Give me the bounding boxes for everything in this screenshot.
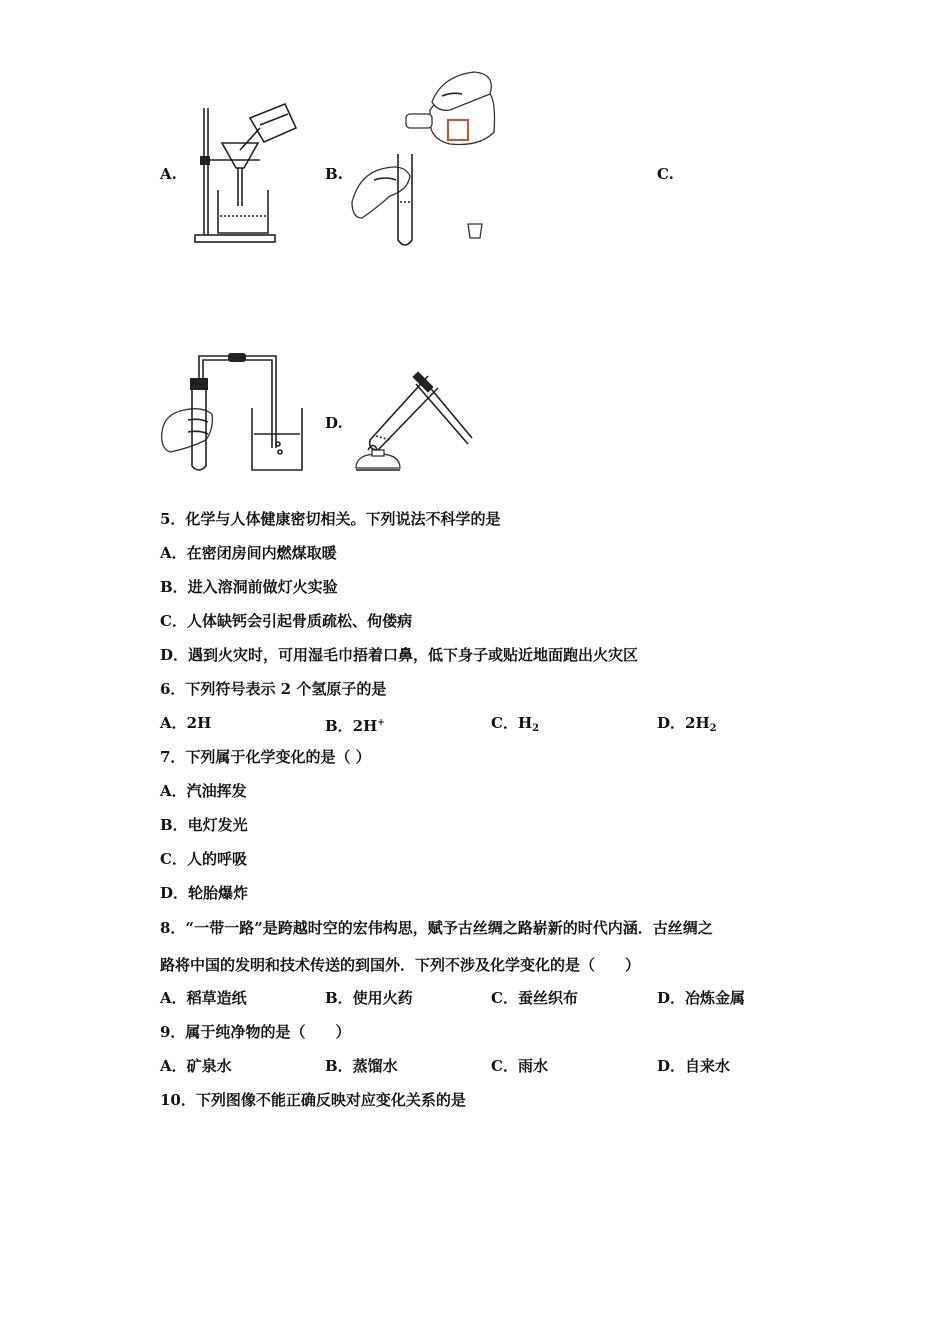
q6-option-c-text: C．H xyxy=(491,714,533,732)
airtightness-check-figure xyxy=(160,348,310,474)
q6-option-b-superscript: + xyxy=(377,718,385,728)
q9-option-c: C．雨水 xyxy=(491,1057,548,1075)
q6-option-c-subscript: 2 xyxy=(532,723,540,734)
q9-option-d: D．自来水 xyxy=(657,1057,731,1075)
heating-liquid-figure xyxy=(352,370,477,478)
filtration-apparatus-figure xyxy=(190,98,305,248)
q7-option-d: D．轮胎爆炸 xyxy=(160,884,249,902)
q6-option-b xyxy=(325,713,385,736)
option-d-label: D. xyxy=(325,414,343,432)
q7-option-b: B．电灯发光 xyxy=(160,816,248,834)
option-b-label: B. xyxy=(325,165,343,183)
q6-option-a: A．2H xyxy=(160,714,212,732)
q8-stem-line2: 路将中国的发明和技术传送的到国外．下列不涉及化学变化的是（ ） xyxy=(160,956,641,974)
q8-option-b: B．使用火药 xyxy=(325,989,413,1007)
q6-option-d-text: D．2H xyxy=(657,714,710,732)
q6-option-c xyxy=(491,713,539,739)
q5-option-a: A．在密闭房间内燃煤取暖 xyxy=(160,544,337,562)
q9-stem: 9．属于纯净物的是（ ） xyxy=(160,1023,351,1041)
q6-option-d xyxy=(657,713,717,739)
q7-stem: 7．下列属于化学变化的是（ ） xyxy=(160,748,371,766)
q8-option-a: A．稻草造纸 xyxy=(160,989,247,1007)
option-c-label: C. xyxy=(657,165,674,183)
q7-option-a: A．汽油挥发 xyxy=(160,782,247,800)
q5-option-d: D．遇到火灾时，可用湿毛巾捂着口鼻，低下身子或贴近地面跑出火灾区 xyxy=(160,646,639,664)
q6-stem: 6．下列符号表示 2 个氢原子的是 xyxy=(160,680,387,698)
q7-option-c: C．人的呼吸 xyxy=(160,850,247,868)
q9-option-a: A．矿泉水 xyxy=(160,1057,232,1075)
q5-stem: 5．化学与人体健康密切相关。下列说法不科学的是 xyxy=(160,510,501,528)
q6-option-d-subscript: 2 xyxy=(709,723,717,734)
q9-option-b: B．蒸馏水 xyxy=(325,1057,398,1075)
q8-option-c: C．蚕丝织布 xyxy=(491,989,578,1007)
q10-stem: 10．下列图像不能正确反映对应变化关系的是 xyxy=(160,1091,466,1109)
option-a-label: A. xyxy=(160,165,177,183)
pouring-liquid-figure xyxy=(350,72,500,252)
q6-option-b-text: B．2H xyxy=(325,717,378,735)
q8-stem-line1: 8．“一带一路”是跨越时空的宏伟构思，赋予古丝绸之路崭新的时代内涵．古丝绸之 xyxy=(160,919,713,937)
q8-option-d: D．冶炼金属 xyxy=(657,989,746,1007)
q5-option-c: C．人体缺钙会引起骨质疏松、佝偻病 xyxy=(160,612,412,630)
q5-option-b: B．进入溶洞前做灯火实验 xyxy=(160,578,338,596)
